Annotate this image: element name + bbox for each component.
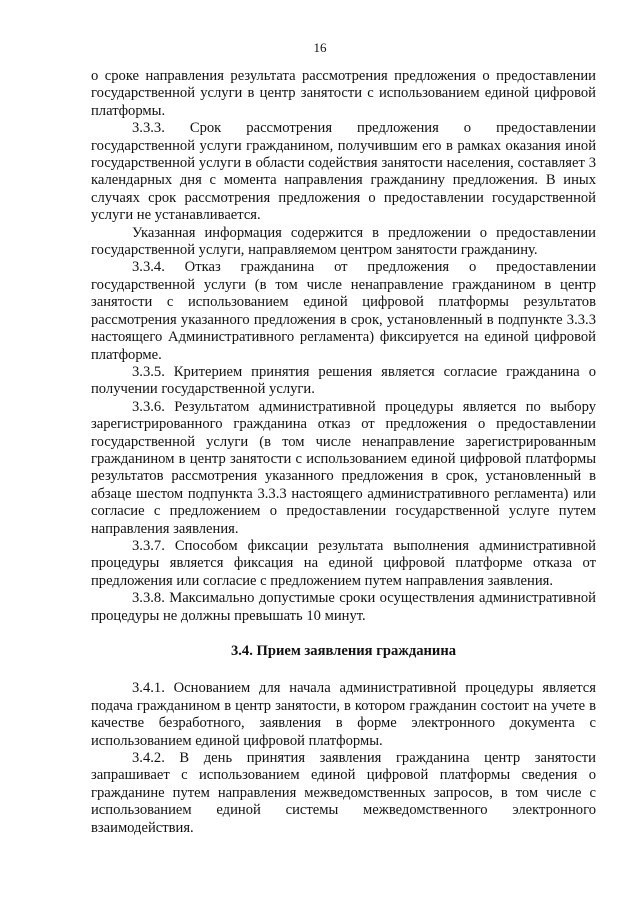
paragraph: 3.4.2. В день принятия заявления гражданина центр занятости запрашивает с использованием единой цифровой платформы сведения о гражданине путем направления межведомственных запросов, в том числе с использованием единой системы межведомственного электронного взаимодействия.	[91, 750, 596, 836]
paragraph: 3.4.1. Основанием для начала административной процедуры является подача гражданином в центр занятости, в котором гражданин состоит на учете в качестве безработного, заявления в форме электронного документа с использованием единой цифровой платформы.	[91, 680, 596, 749]
page-number: 16	[313, 40, 327, 55]
paragraph: 3.3.3. Срок рассмотрения предложения о предоставлении государственной услуги гражданином, получившим его в рамках оказания иной государственной услуги в области содействия занятости населения, составляет 3 календарных дня с момента направления гражданину предложения. В иных случаях срок рассмотрения предложения о предоставлении государственной услуги не устанавливается.	[91, 120, 596, 224]
paragraph: 3.3.8. Максимально допустимые сроки осуществления административной процедуры не должны превышать 10 минут.	[91, 590, 596, 624]
paragraph: Указанная информация содержится в предложении о предоставлении государственной услуги, направляемом центром занятости гражданину.	[91, 224, 596, 259]
section-heading: 3.4. Прием заявления гражданина	[230, 643, 457, 659]
paragraph: о сроке направления результата рассмотрения предложения о предоставлении государственной услуги в центр занятости с использованием единой цифровой платформы.	[91, 68, 596, 119]
paragraph: 3.3.5. Критерием принятия решения является согласие гражданина о получении государственной услуги.	[91, 363, 596, 398]
document-body	[91, 68, 596, 837]
paragraph: 3.3.6. Результатом административной процедуры является по выбору зарегистрированного гражданина отказ от предложения о предоставлении государственной услуги (в том числе ненаправление зарегистрированным гражданином в центр занятости с использованием единой цифровой платформы результатов рассмотрения указанного предложения в срок, установленный в абзаце шестом подпункта 3.3.3 настоящего административного регламента) или согласие с предложением о предоставлении государственной услуге путем направления заявления.	[91, 398, 596, 537]
paragraph: 3.3.4. Отказ гражданина от предложения о предоставлении государственной услуги (в том числе ненаправление гражданином в центр занятости с использованием единой цифровой платформы результатов рассмотрения указанного предложения в срок, установленный в подпункте 3.3.3 настоящего Административного регламента) фиксируется на единой цифровой платформе.	[91, 259, 596, 363]
paragraph: 3.3.7. Способом фиксации результата выполнения административной процедуры является фиксация на единой цифровой платформе отказа от предложения или согласие с предложением путем направления заявления.	[91, 537, 596, 589]
